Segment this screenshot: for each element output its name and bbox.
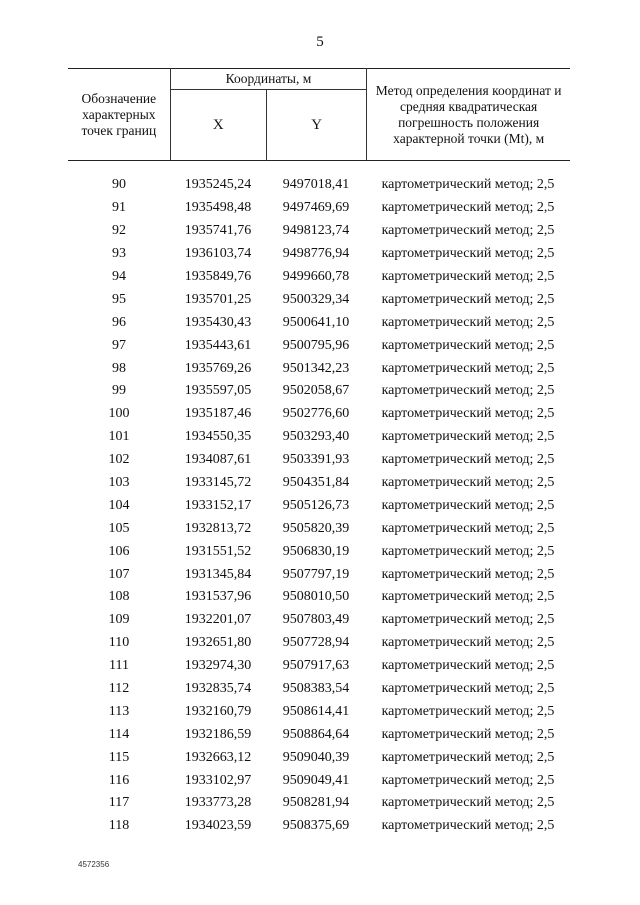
coord-x: 1935498,48 bbox=[184, 200, 252, 216]
coord-y: 9498776,94 bbox=[282, 246, 350, 262]
point-id: 101 bbox=[108, 429, 130, 445]
point-id: 105 bbox=[108, 520, 130, 536]
point-id: 95 bbox=[112, 291, 126, 307]
coord-y: 9508375,69 bbox=[282, 818, 350, 834]
table-row bbox=[68, 288, 570, 311]
coord-y: 9508864,64 bbox=[282, 726, 350, 742]
coord-x: 1932835,74 bbox=[184, 681, 252, 697]
coord-y: 9504351,84 bbox=[282, 475, 350, 491]
table-body bbox=[68, 174, 570, 838]
table-row bbox=[68, 266, 570, 289]
point-id: 106 bbox=[108, 543, 130, 559]
method-cell: картометрический метод; 2,5 bbox=[381, 452, 555, 468]
coord-y: 9509040,39 bbox=[282, 749, 350, 765]
point-id: 90 bbox=[112, 177, 126, 193]
header-x: X bbox=[170, 90, 266, 161]
coord-y: 9503293,40 bbox=[282, 429, 350, 445]
point-id: 111 bbox=[109, 658, 129, 674]
coord-x: 1935597,05 bbox=[184, 383, 252, 399]
coord-y: 9503391,93 bbox=[282, 452, 350, 468]
point-id: 96 bbox=[112, 314, 126, 330]
coord-x: 1935443,61 bbox=[184, 337, 252, 353]
coord-x: 1933152,17 bbox=[184, 497, 252, 513]
method-cell: картометрический метод; 2,5 bbox=[381, 543, 555, 559]
coord-y: 9497469,69 bbox=[282, 200, 350, 216]
point-id: 104 bbox=[108, 497, 130, 513]
method-cell: картометрический метод; 2,5 bbox=[381, 200, 555, 216]
table-row bbox=[68, 769, 570, 792]
method-cell: картометрический метод; 2,5 bbox=[381, 566, 555, 582]
table-row bbox=[68, 723, 570, 746]
table-row bbox=[68, 197, 570, 220]
table-row bbox=[68, 220, 570, 243]
coord-x: 1932186,59 bbox=[184, 726, 252, 742]
table-row bbox=[68, 792, 570, 815]
method-cell: картометрический метод; 2,5 bbox=[381, 772, 555, 788]
coord-x: 1933145,72 bbox=[184, 475, 252, 491]
coord-y: 9497018,41 bbox=[282, 177, 350, 193]
coord-x: 1934087,61 bbox=[184, 452, 252, 468]
point-id: 112 bbox=[108, 681, 130, 697]
coord-y: 9501342,23 bbox=[282, 360, 350, 376]
coord-y: 9502776,60 bbox=[282, 406, 350, 422]
method-cell: картометрический метод; 2,5 bbox=[381, 635, 555, 651]
point-id: 107 bbox=[108, 566, 130, 582]
method-cell: картометрический метод; 2,5 bbox=[381, 520, 555, 536]
table-row bbox=[68, 334, 570, 357]
table-row bbox=[68, 517, 570, 540]
point-id: 116 bbox=[108, 772, 130, 788]
point-id: 117 bbox=[108, 795, 130, 811]
point-id: 115 bbox=[108, 749, 130, 765]
coord-x: 1933773,28 bbox=[184, 795, 252, 811]
method-cell: картометрический метод; 2,5 bbox=[381, 589, 555, 605]
coord-x: 1935769,26 bbox=[184, 360, 252, 376]
coord-y: 9507803,49 bbox=[282, 612, 350, 628]
coord-x: 1935701,25 bbox=[184, 291, 252, 307]
point-id: 113 bbox=[108, 703, 130, 719]
method-cell: картометрический метод; 2,5 bbox=[381, 360, 555, 376]
point-id: 100 bbox=[108, 406, 130, 422]
footer-stamp: 4572356 bbox=[78, 860, 110, 869]
table-row bbox=[68, 174, 570, 197]
header-coordinates: Координаты, м bbox=[170, 69, 367, 90]
table-row bbox=[68, 403, 570, 426]
point-id: 114 bbox=[108, 726, 130, 742]
table-row bbox=[68, 472, 570, 495]
coord-y: 9502058,67 bbox=[282, 383, 350, 399]
coord-x: 1931537,96 bbox=[184, 589, 252, 605]
coord-y: 9508383,54 bbox=[282, 681, 350, 697]
coord-y: 9508614,41 bbox=[282, 703, 350, 719]
method-cell: картометрический метод; 2,5 bbox=[381, 246, 555, 262]
method-cell: картометрический метод; 2,5 bbox=[381, 314, 555, 330]
header-y: Y bbox=[267, 90, 367, 161]
method-cell: картометрический метод; 2,5 bbox=[381, 337, 555, 353]
coord-x: 1935849,76 bbox=[184, 269, 252, 284]
coord-x: 1932663,12 bbox=[184, 749, 252, 765]
point-id: 108 bbox=[108, 589, 130, 605]
method-cell: картометрический метод; 2,5 bbox=[381, 223, 555, 239]
coord-y: 9505820,39 bbox=[282, 520, 350, 536]
point-id: 94 bbox=[112, 269, 126, 284]
method-cell: картометрический метод; 2,5 bbox=[381, 795, 555, 811]
coord-x: 1932974,30 bbox=[184, 658, 252, 674]
table-row bbox=[68, 449, 570, 472]
method-cell: картометрический метод; 2,5 bbox=[381, 726, 555, 742]
table-row bbox=[68, 380, 570, 403]
coord-y: 9499660,78 bbox=[282, 269, 350, 284]
point-id: 93 bbox=[112, 246, 126, 262]
point-id: 103 bbox=[108, 475, 130, 491]
coord-y: 9509049,41 bbox=[282, 772, 350, 788]
header-designation: Обозначение характерных точек границ bbox=[68, 69, 170, 161]
table-row bbox=[68, 632, 570, 655]
table-row bbox=[68, 311, 570, 334]
table-header bbox=[68, 68, 570, 161]
method-cell: картометрический метод; 2,5 bbox=[381, 383, 555, 399]
table-row bbox=[68, 746, 570, 769]
page-number: 5 bbox=[316, 34, 324, 50]
point-id: 109 bbox=[108, 612, 130, 628]
method-cell: картометрический метод; 2,5 bbox=[381, 406, 555, 422]
table-row bbox=[68, 678, 570, 701]
coord-x: 1932201,07 bbox=[184, 612, 252, 628]
table-row bbox=[68, 586, 570, 609]
coord-y: 9507797,19 bbox=[282, 566, 350, 582]
coord-x: 1933102,97 bbox=[184, 772, 252, 788]
method-cell: картометрический метод; 2,5 bbox=[381, 497, 555, 513]
coord-y: 9507728,94 bbox=[282, 635, 350, 651]
method-cell: картометрический метод; 2,5 bbox=[381, 681, 555, 697]
coord-x: 1936103,74 bbox=[184, 246, 252, 262]
table-row bbox=[68, 426, 570, 449]
coord-y: 9506830,19 bbox=[282, 543, 350, 559]
coord-x: 1934550,35 bbox=[184, 429, 252, 445]
coord-x: 1931551,52 bbox=[184, 543, 252, 559]
method-cell: картометрический метод; 2,5 bbox=[381, 291, 555, 307]
method-cell: картометрический метод; 2,5 bbox=[381, 269, 555, 284]
table-row bbox=[68, 609, 570, 632]
method-cell: картометрический метод; 2,5 bbox=[381, 177, 555, 193]
coord-x: 1932160,79 bbox=[184, 703, 252, 719]
coord-x: 1935741,76 bbox=[184, 223, 252, 239]
coord-x: 1935430,43 bbox=[184, 314, 252, 330]
table-row bbox=[68, 540, 570, 563]
coord-y: 9505126,73 bbox=[282, 497, 350, 513]
method-cell: картометрический метод; 2,5 bbox=[381, 475, 555, 491]
method-cell: картометрический метод; 2,5 bbox=[381, 818, 555, 834]
coord-y: 9508010,50 bbox=[282, 589, 350, 605]
table-row bbox=[68, 357, 570, 380]
method-cell: картометрический метод; 2,5 bbox=[381, 658, 555, 674]
coord-x: 1935187,46 bbox=[184, 406, 252, 422]
coord-y: 9500795,96 bbox=[282, 337, 350, 353]
point-id: 110 bbox=[108, 635, 130, 651]
method-cell: картометрический метод; 2,5 bbox=[381, 612, 555, 628]
point-id: 99 bbox=[112, 383, 126, 399]
coord-y: 9508281,94 bbox=[282, 795, 350, 811]
coord-y: 9500641,10 bbox=[282, 314, 350, 330]
method-cell: картометрический метод; 2,5 bbox=[381, 703, 555, 719]
point-id: 97 bbox=[112, 337, 126, 353]
coord-y: 9507917,63 bbox=[282, 658, 350, 674]
coord-x: 1935245,24 bbox=[184, 177, 252, 193]
table-row bbox=[68, 700, 570, 723]
table-row bbox=[68, 563, 570, 586]
coord-x: 1932813,72 bbox=[184, 520, 252, 536]
table-row bbox=[68, 494, 570, 517]
coord-y: 9500329,34 bbox=[282, 291, 350, 307]
coord-y: 9498123,74 bbox=[282, 223, 350, 239]
table-row bbox=[68, 815, 570, 838]
point-id: 91 bbox=[112, 200, 126, 216]
point-id: 92 bbox=[112, 223, 126, 239]
table-row bbox=[68, 655, 570, 678]
coord-x: 1931345,84 bbox=[184, 566, 252, 582]
point-id: 118 bbox=[108, 818, 130, 834]
coord-x: 1934023,59 bbox=[184, 818, 252, 834]
point-id: 102 bbox=[108, 452, 130, 468]
table-row bbox=[68, 243, 570, 266]
header-method: Метод определения координат и средняя квадратическая погрешность положения характерной точки (Mt), м bbox=[367, 69, 570, 161]
method-cell: картометрический метод; 2,5 bbox=[381, 429, 555, 445]
method-cell: картометрический метод; 2,5 bbox=[381, 749, 555, 765]
coord-x: 1932651,80 bbox=[184, 635, 252, 651]
point-id: 98 bbox=[112, 360, 126, 376]
